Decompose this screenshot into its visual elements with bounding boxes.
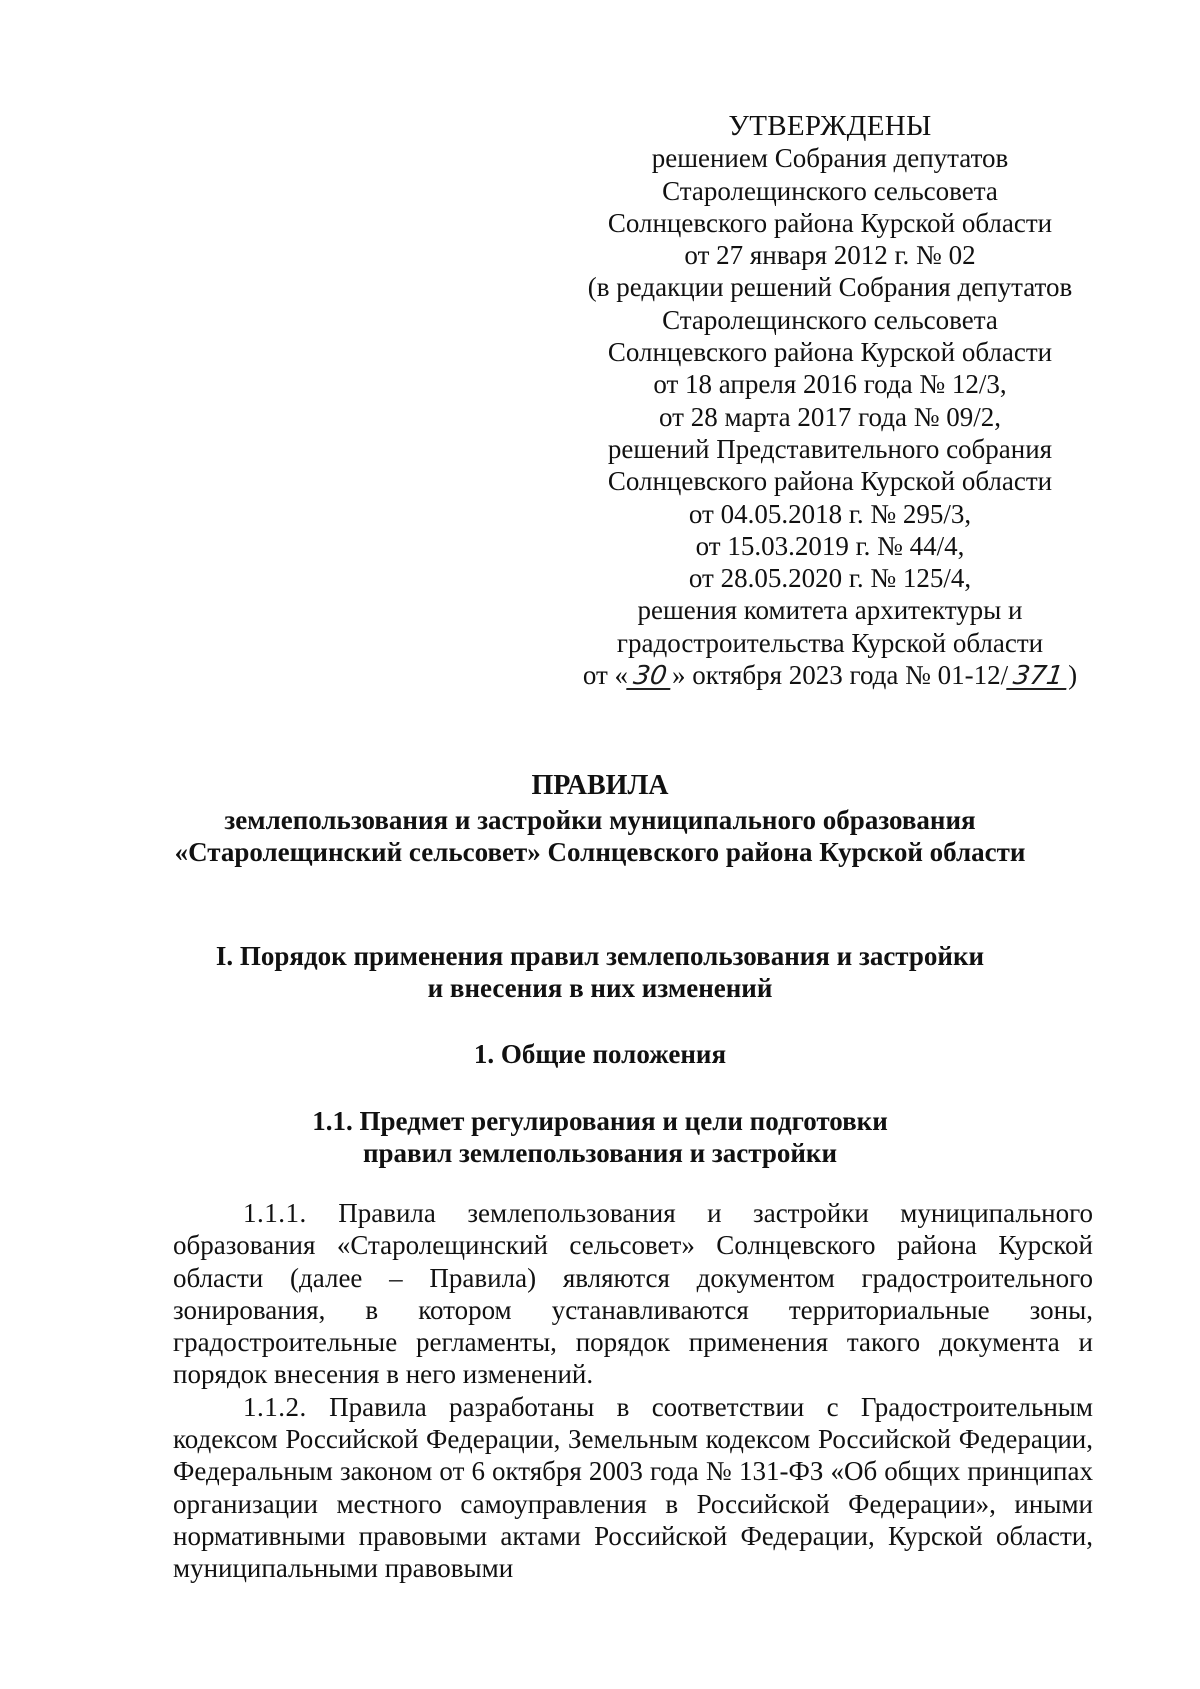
body-text	[173, 1197, 1093, 1585]
approval-line: решением Собрания депутатов	[651, 143, 1009, 174]
handwritten-number: 371	[1006, 664, 1070, 690]
approval-line: Солнцевского района Курской области	[607, 337, 1053, 368]
article-heading	[0, 1105, 1200, 1169]
approval-line: Солнцевского района Курской области	[607, 466, 1053, 497]
approval-title: УТВЕРЖДЕНЫ	[728, 110, 932, 142]
approval-date-suffix: )	[1068, 660, 1078, 691]
handwritten-day: 30	[626, 664, 674, 690]
part-heading-line: и внесения в них изменений	[427, 973, 773, 1003]
paragraph	[173, 1197, 1093, 1391]
approval-line: от 28 марта 2017 года № 09/2,	[659, 401, 1001, 432]
approval-line: от 15.03.2019 г. № 44/4,	[695, 530, 965, 561]
article-heading-line: правил землепользования и застройки	[362, 1138, 838, 1168]
document-title	[0, 770, 1200, 868]
paragraph-text: Правила землепользования и застройки муниципального образования «Старолещинский сельсовет» Солнцевского района Курской области (далее – Правила) являются документом градостроительного зонирования, в котором устанавливаются территориальные зоны, градостроительные регламенты, порядок применения такого документа и порядок внесения в него изменений.	[173, 1198, 1093, 1390]
approval-line: от 27 января 2012 г. № 02	[684, 240, 976, 271]
approval-line: Старолещинского сельсовета	[662, 304, 998, 335]
part-heading	[0, 940, 1200, 1004]
article-heading-line: 1.1. Предмет регулирования и цели подготовки	[312, 1106, 888, 1136]
document-title-line: «Старолещинский сельсовет» Солнцевского района Курской области	[174, 837, 1026, 867]
document-title-main: ПРАВИЛА	[531, 770, 669, 801]
approval-line: градостроительства Курской области	[616, 627, 1044, 658]
part-heading-line: I. Порядок применения правил землепользования и застройки	[215, 941, 985, 971]
approval-date-middle: » октября 2023 года № 01-12/	[672, 660, 1009, 691]
paragraph	[173, 1391, 1093, 1585]
approval-line: решения комитета архитектуры и	[637, 595, 1023, 626]
document-title-line: землепользования и застройки муниципального образования	[224, 805, 976, 835]
approval-line: (в редакции решений Собрания депутатов	[587, 272, 1073, 303]
approval-line: от 04.05.2018 г. № 295/3,	[688, 498, 972, 529]
paragraph-text: Правила разработаны в соответствии с Градостроительным кодексом Российской Федерации, Земельным кодексом Российской Федерации, Федеральным законом от 6 октября 2003 года № 131-ФЗ «Об общих принципах организации местного самоуправления в Российской Федерации», иными нормативными правовыми актами Российской Федерации, Курской области, муниципальными правовыми	[173, 1391, 1094, 1584]
chapter-heading	[0, 1038, 1200, 1070]
paragraph-number: 1.1.1.	[243, 1198, 307, 1228]
approval-date-prefix: от «	[582, 660, 629, 691]
approval-date-line	[560, 659, 1100, 691]
approval-line: от 18 апреля 2016 года № 12/3,	[653, 369, 1007, 400]
approval-line: решений Представительного собрания	[607, 433, 1053, 464]
chapter-heading-text: 1. Общие положения	[473, 1039, 727, 1069]
approval-line: Солнцевского района Курской области	[607, 207, 1053, 238]
approval-block	[560, 110, 1100, 691]
approval-line: от 28.05.2020 г. № 125/4,	[688, 563, 972, 594]
paragraph-number: 1.1.2.	[243, 1391, 307, 1422]
approval-line: Старолещинского сельсовета	[662, 175, 998, 206]
